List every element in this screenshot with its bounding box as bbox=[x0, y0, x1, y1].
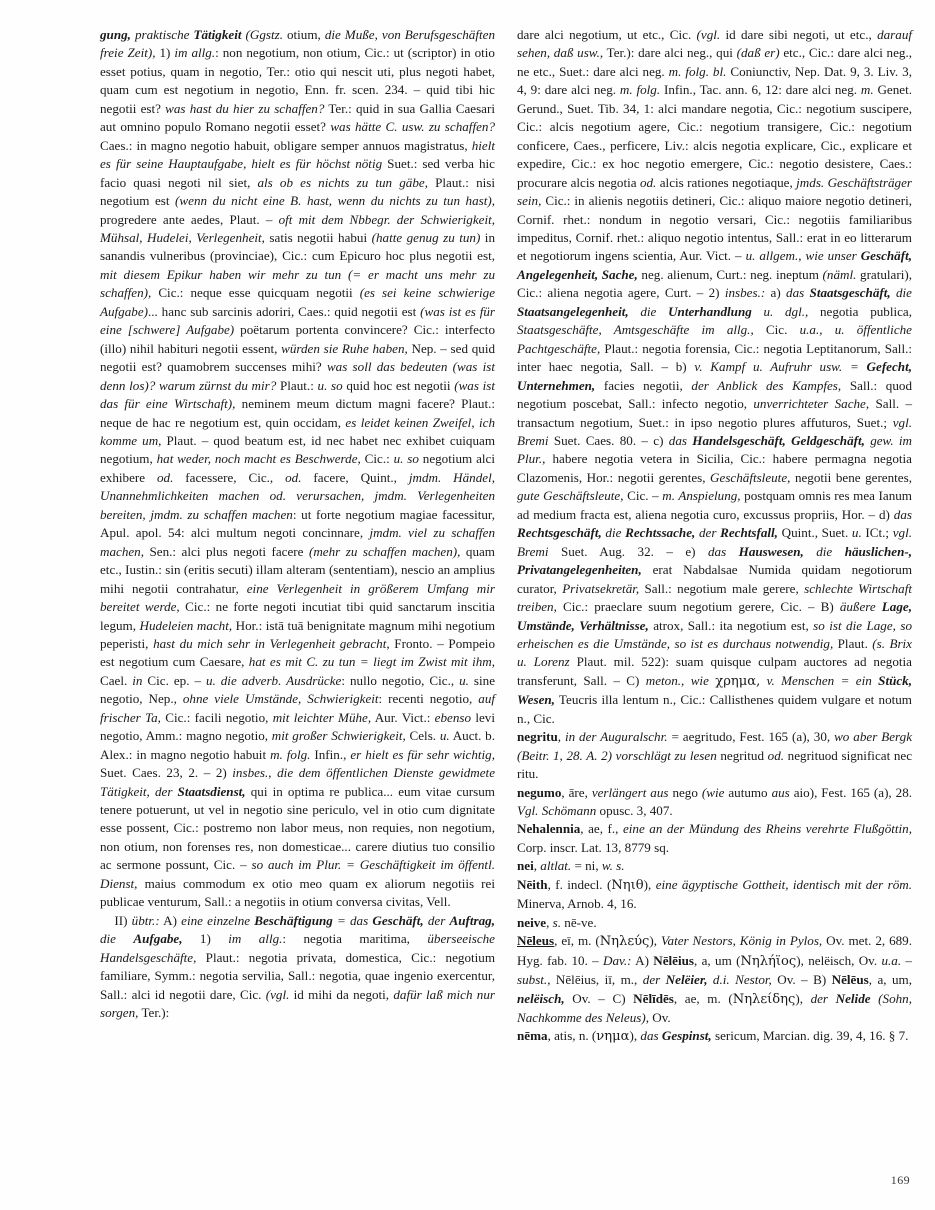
italic-run: äußere bbox=[839, 599, 882, 615]
italic-run: v. Kampf u. Aufruhr usw. = bbox=[694, 359, 867, 375]
italic-run: m. folg. bl. bbox=[668, 63, 727, 79]
italic-run: aus bbox=[771, 784, 790, 800]
italic-run: es leidet keinen Zweifel, ich komme um, bbox=[100, 414, 495, 448]
roman-run: Cic.: bbox=[360, 451, 394, 467]
roman-run: ), bbox=[795, 990, 811, 1006]
italic-run: die bbox=[605, 525, 626, 541]
bold-italic-run: gung, bbox=[100, 27, 131, 42]
italic-run: hast du mich sehr in Verlegenheit gebracht, bbox=[153, 635, 390, 651]
roman-run: , bbox=[533, 858, 541, 874]
italic-run: , in der Auguralschr. bbox=[557, 729, 668, 745]
roman-run: Quint., Suet. bbox=[777, 525, 852, 541]
roman-run: Plaut.: nisi negotium est bbox=[100, 174, 496, 209]
roman-run: Ter.): dare alci neg., qui bbox=[603, 45, 737, 61]
italic-run: (mehr zu schaffen machen), bbox=[308, 543, 461, 559]
italic-run: eine Verlegenheit in größerem Umfang mir bereitet werde, bbox=[100, 580, 495, 615]
roman-run: , āre, bbox=[561, 784, 592, 800]
bold-italic-run: Handelsgeschäft, Geldgeschäft, bbox=[692, 432, 871, 448]
two-column-text-body bbox=[100, 26, 912, 1047]
italic-run: darauf sehen, daß usw., bbox=[517, 27, 912, 61]
italic-run: praktische bbox=[130, 27, 194, 42]
italic-run: das bbox=[640, 1028, 662, 1044]
roman-run: Plaut. bbox=[833, 635, 873, 651]
roman-run: Plaut.: negotia privata, domestica, Cic.: negotium familiare, Symm.: negotia servilia, Sall.: negotia, quae ingenio exercentur, Sall.: alci id negotii dare, Cic. bbox=[100, 949, 495, 1002]
roman-run: poëtarum portenta convincere? Cic.: interfecto (illo) nihil habituri negotii essent, bbox=[100, 322, 495, 356]
roman-run: Coniunctiv, Nep. Dat. 9, 3. Liv. 3, 4, 9: dare alci neg. bbox=[517, 63, 912, 98]
italic-run: als ob es nichts zu tun gäbe, bbox=[257, 174, 428, 190]
roman-run: Ov. – C) bbox=[564, 990, 634, 1006]
italic-run: Staatsgeschäfte, Amtsgeschäfte im allg., bbox=[517, 322, 754, 338]
italic-run: (näml. bbox=[822, 266, 857, 282]
bold-italic-run: Stück, Wesen, bbox=[517, 672, 913, 708]
italic-run: der bbox=[698, 525, 721, 541]
italic-run: eine ägyptische Gottheit, identisch mit der röm. bbox=[655, 876, 912, 892]
roman-run: Nēlēius, iī, m., bbox=[550, 972, 643, 988]
italic-run: insbes., die dem öffentlichen Dienste gewidmete Tätigkeit, der bbox=[100, 765, 496, 799]
italic-run: u. so bbox=[317, 377, 343, 393]
italic-run: u.a. – subst., bbox=[517, 952, 912, 988]
roman-run: Cic.: facili negotio, bbox=[160, 709, 273, 725]
roman-run: Sall.: quod negotium poscebat, Sall.: infecto negotio, bbox=[517, 377, 912, 412]
roman-run: postquam omnis res mea Ianum ad medium fracta est, aliena negotia curo, excussus propriis, Hor. – d) bbox=[517, 488, 912, 522]
roman-run: Suet.: sed verba hic facio quasi negoti nil siet, bbox=[100, 156, 495, 190]
roman-run: negotii bene gerentes, bbox=[790, 469, 912, 485]
bold-italic-run: häuslichen-, Privatangelegenheiten, bbox=[517, 543, 912, 578]
italic-run: unverrichteter Sache, bbox=[753, 396, 870, 412]
roman-run: quam etc., Iustin.: sin (eritis secuti) illam alteram (sententiam), nescio an amplius mihi negotii contrahatur, bbox=[100, 543, 495, 596]
bold-italic-run: Geschäft, bbox=[372, 912, 428, 928]
bold-run: nēma bbox=[517, 1028, 548, 1044]
roman-run: ), bbox=[629, 1028, 641, 1044]
roman-run: atrox, Sall.: ita negotium est, bbox=[648, 617, 814, 633]
roman-run: sine negotio, Nep., bbox=[100, 672, 496, 707]
roman-run: II) bbox=[114, 912, 132, 928]
italic-run: der Anblick des Kampfes, bbox=[691, 377, 842, 393]
bold-italic-run: Aufgabe, bbox=[133, 931, 183, 947]
roman-run: Teucris illa lentum n., Cic.: Callisthenes quidem vulgare et notum n., Cic. bbox=[517, 692, 912, 726]
italic-run: m. bbox=[860, 82, 874, 98]
italic-run: in bbox=[132, 672, 143, 688]
italic-run: Geschäftsleute, bbox=[710, 469, 791, 485]
italic-run: = das bbox=[332, 912, 373, 928]
roman-run: otium, bbox=[282, 27, 325, 42]
roman-run: Minerva, Arnob. 4, 16. bbox=[517, 896, 637, 912]
roman-run: quid hoc est negotii bbox=[342, 377, 455, 393]
italic-run: oft mit dem Nbbegr. der Schwierigkeit, Mühsal, Hudelei, Verlegenheit, bbox=[100, 211, 495, 245]
roman-run: neg. alienum, Curt.: neg. ineptum bbox=[637, 266, 823, 282]
roman-run: Cic. bbox=[753, 322, 800, 338]
roman-run: satis negotii habui bbox=[264, 229, 372, 245]
italic-run: auf frischer Ta, bbox=[100, 691, 495, 725]
roman-run: Cic. – bbox=[623, 488, 663, 504]
dictionary-entry bbox=[517, 876, 912, 914]
italic-run: (s. Brix u. Lorenz bbox=[517, 635, 912, 670]
dictionary-paragraph bbox=[100, 26, 495, 912]
italic-run: so auch im Plur. = Geschäftigkeit im öffentl. Dienst, bbox=[100, 857, 495, 891]
dictionary-paragraph bbox=[100, 912, 495, 1023]
italic-run: übtr.: bbox=[131, 912, 160, 928]
italic-run: gew. im Plur., bbox=[517, 432, 913, 467]
dictionary-entry bbox=[517, 1027, 912, 1046]
greek-run: Νηλήϊος bbox=[740, 953, 797, 969]
bold-run: nei bbox=[517, 858, 534, 874]
italic-run: der bbox=[810, 990, 836, 1006]
roman-run: Cic. ep. – bbox=[142, 672, 206, 688]
italic-run: was hätte C. usw. zu schaffen? bbox=[330, 119, 495, 135]
roman-run: autumo bbox=[724, 784, 772, 800]
roman-run: , a, um, bbox=[868, 972, 912, 988]
italic-run: im allg. bbox=[174, 45, 216, 61]
italic-run: od. bbox=[639, 174, 657, 190]
bold-run: neive bbox=[517, 914, 547, 930]
italic-run: (wenn du nicht eine B. hast, wenn du nichts zu tun hast), bbox=[175, 193, 495, 209]
roman-run: opusc. 3, 407. bbox=[596, 803, 673, 819]
roman-run: , a, um ( bbox=[694, 952, 741, 968]
roman-run: qui in optima re publica... eum vitae cursum tenere potuerunt, ut vel in negotio sine periculo, vel in otio cum dignitate esse possent, Cic.: postremo non labor meus, non requies, non negotium, non otium, non forenses res, non domesticae... carere diutius tuo consilio ac sermone possunt, Cic. – bbox=[100, 783, 495, 873]
roman-run: , ae, m. ( bbox=[673, 990, 733, 1006]
roman-run: A) bbox=[631, 952, 654, 968]
bold-run: Nehalennia bbox=[517, 821, 581, 837]
italic-run: eine an der Mündung des Rheins verehrte Flußgöttin, bbox=[622, 821, 912, 837]
italic-run: so ist die Lage, so erheischen es die Umstände, so ist es durchaus notwendig, bbox=[517, 617, 912, 651]
roman-run: ), bbox=[649, 933, 661, 949]
roman-run: alcis rationes negotiaque, bbox=[656, 174, 797, 190]
headword-underlined: Nēleus bbox=[517, 933, 555, 949]
roman-run: 1) bbox=[182, 931, 229, 947]
roman-run: progredere ante aedes, Plaut. – bbox=[100, 211, 279, 227]
italic-run: u. bbox=[459, 672, 469, 688]
bold-italic-run: Nelëier, bbox=[665, 972, 713, 988]
italic-run: u.a., u. öffentliche Pachtgeschäfte, bbox=[517, 322, 912, 356]
roman-run: Infin., bbox=[310, 746, 351, 762]
roman-run: Sall. – transactum negotium, Suet.: in ipso negotio plures affuturos, Suet.; bbox=[517, 396, 912, 430]
italic-run: m. folg. bbox=[270, 746, 311, 762]
roman-run: ICt.; bbox=[861, 525, 893, 541]
italic-run: die bbox=[896, 285, 912, 301]
italic-run: mit großer Schwierigkeit, bbox=[271, 728, 406, 744]
roman-run: : recenti negotio, bbox=[378, 691, 479, 707]
roman-run: Ov. – B) bbox=[771, 972, 832, 988]
italic-run: Dav.: bbox=[603, 952, 632, 968]
roman-run: maius commodum ex otio meo quam ex aliorum negotiis rei publicae venturum, Sall.: a negotiis in otium conversa civitas, Vell. bbox=[100, 875, 495, 910]
roman-run: Corp. inscr. Lat. 13, 8779 sq. bbox=[517, 839, 670, 855]
roman-run: ... hanc sub sarcinis adoriri, Caes.: quid negotii est bbox=[148, 303, 421, 319]
italic-run: er hielt es für sehr wichtig, bbox=[350, 746, 495, 762]
bold-run: Nēlēius bbox=[653, 952, 695, 968]
roman-run: Suet. Aug. 32. – e) bbox=[548, 543, 708, 559]
italic-run: (es sei keine schwierige Aufgabe) bbox=[100, 285, 496, 319]
roman-run: nego bbox=[668, 784, 702, 800]
italic-run: u. die adverb. Ausdrücke bbox=[205, 672, 342, 688]
italic-run: Hudeleien macht, bbox=[139, 617, 233, 633]
bold-italic-run: Staatsdienst, bbox=[177, 783, 246, 799]
roman-run: Plaut.: bbox=[276, 377, 318, 393]
italic-run: der bbox=[642, 972, 666, 988]
roman-run: Ov. bbox=[649, 1010, 671, 1026]
bold-italic-run: Staatsangelegenheit, bbox=[517, 303, 641, 319]
italic-run: was hast du hier zu schaffen? bbox=[165, 100, 325, 116]
bold-italic-run: nelëisch, bbox=[517, 990, 565, 1006]
roman-run: , bbox=[546, 914, 553, 930]
italic-run: die bbox=[640, 303, 669, 319]
roman-run: Auct. b. Alex.: in magno negotio habuit bbox=[100, 728, 495, 762]
italic-run: insbes.: bbox=[724, 285, 766, 301]
italic-run: Vater Nestors, König in Pylos, bbox=[660, 933, 823, 949]
bold-italic-run: Staatsgeschäft, bbox=[809, 285, 896, 301]
roman-run: Cic.: ne forte negoti incutiat tibi quid sanctarum inscitia legum, bbox=[100, 599, 495, 633]
bold-run: Nēlīdēs bbox=[633, 990, 674, 1006]
left-text-column bbox=[100, 26, 495, 1047]
roman-run: Cic.: in alienis negotiis detineri, Cic.: aliquo maiore negotio detineri, Cornif. rhet.: nondum in negotio versari, Cic.: negotiis familiaribus impeditus, Cornif. rhet.: aliquo negotio intentus, Sall.: erat in eo litterarum et negotiorum ingens scientia, Aur. Vict. – bbox=[517, 193, 912, 264]
italic-run: verlängert aus bbox=[591, 784, 669, 800]
italic-run: hat es mit C. zu tun = liegt im Zwist mit ihm, bbox=[248, 654, 495, 670]
italic-run: (vgl. bbox=[696, 27, 721, 42]
roman-run: Suet. Caes. 80. – c) bbox=[548, 432, 669, 448]
dictionary-entry bbox=[517, 914, 912, 932]
italic-run: vgl. Bremi bbox=[517, 414, 912, 448]
italic-run: od. bbox=[285, 469, 302, 485]
roman-run: , eī, m. ( bbox=[554, 933, 600, 949]
italic-run: (Sohn, Nachkomme des Neleus), bbox=[517, 990, 912, 1026]
roman-run: ), bbox=[643, 876, 656, 892]
italic-run: hielt es für seine Hauptaufgabe, hielt es für höchst nötig bbox=[100, 137, 495, 172]
bold-italic-run: Hauswesen, bbox=[738, 543, 817, 559]
italic-run: (Ggstz. bbox=[241, 27, 283, 42]
roman-run: Cic.: neque esse quicquam negotii bbox=[151, 285, 360, 301]
roman-run: negotia publica, bbox=[808, 303, 913, 319]
italic-run: (was ist es für eine [schwere] Aufgabe) bbox=[100, 303, 495, 338]
roman-run: facere, Quint., bbox=[301, 469, 409, 485]
greek-run: νημα bbox=[596, 1029, 630, 1045]
bold-italic-run: Auftrag, bbox=[449, 912, 495, 928]
dictionary-entry bbox=[517, 820, 912, 857]
roman-run: Ov. met. 2, 689. Hyg. fab. 10. – bbox=[517, 933, 912, 968]
greek-run: Νηλεύς bbox=[599, 934, 650, 950]
bold-italic-run: Unterhandlung bbox=[668, 303, 764, 319]
roman-run: Cael. bbox=[100, 672, 133, 688]
roman-run: negritud bbox=[716, 747, 768, 763]
roman-run: Genet. Gerund., Suet. Tib. 34, 1: alci mandare negotia, Cic.: negotium suscipere, Cic.: alcis negotium agere, Cic.: negotium transigere, Cic.: negotium conficere, Caes., perficere, Liv.: alcis negotia explicare, Cic., explicare et expedire, Cic.: ex hoc negotio emergere, Cic.: negotio desistere, Caes.: procurare alcis negotia bbox=[517, 82, 913, 190]
roman-run: neminem meum dictum magni facere? Plaut.: neque de hac re negotium est, quin occidam, bbox=[100, 396, 495, 430]
italic-run: das bbox=[786, 285, 810, 301]
roman-run: : ut forte negotium magiae facessitur, Apul. apol. 54: alci multum negoti concinnare, bbox=[100, 506, 496, 541]
roman-run: : non negotium, non otium, Cic.: ut (scriptor) in otio esset potius, quam in negotio, Ter.: otio qui nescit uti, plus negoti habet, quam cum est negotium in negotio, Enn. fr. scen. 234. – quid tibi hic negotii est? bbox=[100, 45, 495, 116]
roman-run: facessere, Cic., bbox=[173, 469, 286, 485]
dictionary-paragraph bbox=[517, 26, 912, 728]
italic-run: jmds. Geschäftsträger sein, bbox=[517, 174, 912, 209]
roman-run: , atis, n. ( bbox=[547, 1028, 597, 1044]
roman-run: Cels. bbox=[405, 728, 440, 744]
roman-run: gratulari), Cic.: aliena negotia agere, Curt. – 2) bbox=[517, 266, 913, 301]
italic-run: das bbox=[893, 506, 912, 522]
bold-run: Nēlēus bbox=[831, 972, 869, 988]
roman-run: Aur. Vict.: bbox=[371, 709, 435, 725]
roman-run: Caes.: in magno negotio habuit, obligare semper annuos magistratus, bbox=[100, 137, 472, 153]
italic-run: jmdm. Händel, Unannehmlichkeiten machen od. verursachen, jmdm. Verlegenheiten bereiten, jmdm. zu schaffen machen bbox=[100, 469, 496, 522]
roman-run: id dare sibi negoti, ut etc., bbox=[720, 27, 878, 42]
page-number: 169 bbox=[890, 1173, 910, 1187]
italic-run: hat weder, noch macht es Beschwerde, bbox=[156, 451, 361, 467]
roman-run: , f. indecl. ( bbox=[547, 876, 612, 892]
roman-run: = ni, bbox=[571, 858, 602, 874]
bold-italic-run: Rechtsgeschäft, bbox=[517, 525, 606, 541]
roman-run: dare alci negotium, ut etc., Cic. bbox=[517, 27, 697, 42]
greek-run: Νηιθ bbox=[611, 877, 644, 893]
bold-italic-run: Gespinst, bbox=[661, 1028, 712, 1044]
roman-run: ), nelëisch, Ov. bbox=[796, 952, 882, 968]
roman-run: in sanandis vulneribus (provinciae), Cic.: cum Epicuro hoc plus negotii est, bbox=[100, 229, 495, 264]
italic-run: gute Geschäftsleute, bbox=[517, 488, 624, 504]
italic-run: ohne viele Umstände, Schwierigkeit bbox=[182, 691, 379, 707]
italic-run: (vgl. bbox=[265, 986, 290, 1002]
roman-run: sericum, Marcian. dig. 39, 4, 16. § 7. bbox=[711, 1028, 909, 1044]
italic-run: (wie bbox=[701, 784, 725, 800]
roman-run: Fronto. – Pompeio est negotium cum Caesare, bbox=[100, 635, 495, 670]
roman-run: Cic.: praeclare suum negotium gerere, Cic. – B) bbox=[556, 599, 840, 615]
italic-run: altlat. bbox=[540, 858, 572, 874]
italic-run: w. s. bbox=[601, 858, 625, 874]
italic-run: vgl. Bremi bbox=[517, 525, 913, 559]
italic-run: eine einzelne bbox=[181, 912, 255, 928]
roman-run: = aegritudo, Fest. 165 (a), 30, bbox=[667, 729, 835, 745]
italic-run: od. bbox=[157, 469, 174, 485]
roman-run: Sen.: alci plus negoti facere bbox=[144, 543, 309, 559]
italic-run: od. bbox=[767, 747, 785, 763]
greek-run: χρημα, bbox=[715, 673, 761, 689]
italic-run: im allg. bbox=[228, 931, 283, 947]
dictionary-entry bbox=[517, 728, 912, 783]
italic-run: schlechte Wirtschaft treiben, bbox=[517, 580, 912, 615]
italic-run: jmdm. viel zu schaffen machen, bbox=[100, 525, 495, 559]
italic-run: m. folg. bbox=[619, 82, 661, 98]
dictionary-entry bbox=[517, 932, 912, 1027]
italic-run: m. Anspielung, bbox=[662, 488, 741, 504]
italic-run: was soll das bedeuten (was ist denn los)? warum zürnst du mir? bbox=[100, 359, 496, 393]
roman-run: Nep. – sed quid negotii est? quamobrem succenses mihi? bbox=[100, 340, 495, 375]
italic-run: (was ist das für eine Wirtschaft), bbox=[100, 377, 495, 412]
roman-run: Ter.: quid in sua Gallia Caesari aut omnino populo Romano negotii esset? bbox=[100, 100, 495, 135]
italic-run: Vgl. Schömann bbox=[517, 803, 597, 819]
bold-italic-run: Tätigkeit bbox=[193, 27, 242, 42]
bold-italic-run: Geschäft, Angelegenheit, Sache, bbox=[517, 248, 912, 282]
italic-run: meton., wie bbox=[645, 672, 716, 688]
italic-run: die Muße, von Berufsgeschäften freie Zeit), bbox=[100, 27, 495, 61]
roman-run: a) bbox=[765, 285, 787, 301]
right-text-column bbox=[517, 26, 912, 1047]
italic-run: d.i. Nestor, bbox=[712, 972, 772, 988]
bold-italic-run: Nelide bbox=[835, 990, 879, 1006]
bold-run: negritu bbox=[517, 729, 558, 745]
bold-italic-run: Beschäftigung bbox=[254, 912, 333, 928]
italic-run: wo aber Bergk (Beitr. 1, 28. A. 2) vorschlägt zu lesen bbox=[517, 729, 913, 763]
bold-run: Nēith bbox=[517, 876, 548, 892]
italic-run: überseeische Handelsgeschäfte, bbox=[100, 931, 495, 965]
roman-run: etc., Cic.: dare alci neg., ne etc., Suet.: dare alci neg. bbox=[517, 45, 913, 79]
italic-run: mit leichter Mühe, bbox=[272, 709, 372, 725]
roman-run: A) bbox=[159, 912, 182, 928]
italic-run: würden sie Ruhe haben, bbox=[281, 340, 408, 356]
italic-run: u. allgem., wie unser bbox=[745, 248, 861, 264]
roman-run: facies negotii, bbox=[595, 377, 692, 393]
italic-run: ebenso bbox=[434, 709, 472, 725]
italic-run: dafür laß mich nur sorgen, bbox=[100, 986, 495, 1021]
dictionary-entry bbox=[517, 784, 912, 821]
italic-run: s. bbox=[552, 914, 562, 930]
roman-run: levi negotio, Amm.: magno negotio, bbox=[100, 709, 495, 744]
italic-run: das bbox=[668, 432, 693, 448]
roman-run: , ae, f., bbox=[580, 821, 623, 837]
italic-run: u. bbox=[851, 525, 862, 541]
roman-run: : negotia maritima, bbox=[282, 931, 428, 947]
roman-run: Suet. Caes. 23, 2. – 2) bbox=[100, 765, 233, 781]
roman-run: aio), Fest. 165 (a), 28. bbox=[789, 784, 913, 800]
bold-italic-run: Rechtsfall, bbox=[720, 525, 778, 541]
italic-run: der bbox=[427, 912, 450, 928]
italic-run: die bbox=[100, 931, 134, 947]
italic-run: u. dgl., bbox=[763, 303, 809, 319]
italic-run: (daß er) bbox=[736, 45, 780, 61]
bold-italic-run: Lage, Umstände, Verhältnisse, bbox=[517, 599, 912, 633]
roman-run: erat Nabdalsae Numida quidam negotiorum curator, bbox=[517, 562, 912, 596]
dictionary-entry bbox=[517, 857, 912, 875]
roman-run: Plaut. mil. 522): suam quisque culpam auctores ad negotia transferunt, Sall. – C) bbox=[517, 654, 912, 688]
greek-run: Νηλείδης bbox=[732, 991, 796, 1007]
roman-run: Plaut.: negotia forensia, Cic.: negotia Leptitanorum, Sall.: inter haec negotia, Sall. – b) bbox=[517, 340, 912, 375]
italic-run: v. Menschen = ein bbox=[760, 672, 879, 688]
roman-run: habere negotia vetera in Sicilia, Cic.: habere permagna negotia Clazomenis, Hor.: negotii gerentes, bbox=[517, 451, 912, 485]
roman-run: Plaut. – quod beatum est, id nec habet nec exhibet cuiquam negotium, bbox=[100, 432, 495, 467]
bold-italic-run: Gefecht, Unternehmen, bbox=[517, 359, 912, 393]
roman-run: 1) bbox=[155, 45, 175, 61]
italic-run: die bbox=[816, 543, 845, 559]
italic-run: (hatte genug zu tun) bbox=[371, 229, 481, 245]
roman-run: Infin., Tac. ann. 6, 12: dare alci neg. bbox=[660, 82, 861, 98]
italic-run: Privatsekretär, bbox=[562, 580, 640, 596]
roman-run: Hor.: istā tuā benignitate magnum mihi negotium peperisti, bbox=[100, 617, 495, 651]
roman-run: negotium alci exhibere bbox=[100, 451, 495, 485]
roman-run: nē-ve. bbox=[561, 914, 597, 930]
bold-run: negumo bbox=[517, 784, 562, 800]
roman-run: Sall.: negotium male gerere, bbox=[639, 580, 805, 596]
italic-run: mit diesem Epikur haben wir mehr zu tun (= er macht uns mehr zu schaffen), bbox=[100, 266, 495, 301]
bold-italic-run: Rechtssache, bbox=[625, 525, 699, 541]
roman-run: Ter.): bbox=[138, 1005, 170, 1021]
italic-run: u. bbox=[439, 728, 450, 744]
roman-run: negrituod significat nec ritu. bbox=[517, 747, 913, 782]
roman-run: : nullo negotio, Cic., bbox=[341, 672, 460, 688]
roman-run: id mihi da negoti, bbox=[289, 986, 394, 1002]
italic-run: u. so bbox=[393, 451, 419, 467]
italic-run: das bbox=[708, 543, 739, 559]
